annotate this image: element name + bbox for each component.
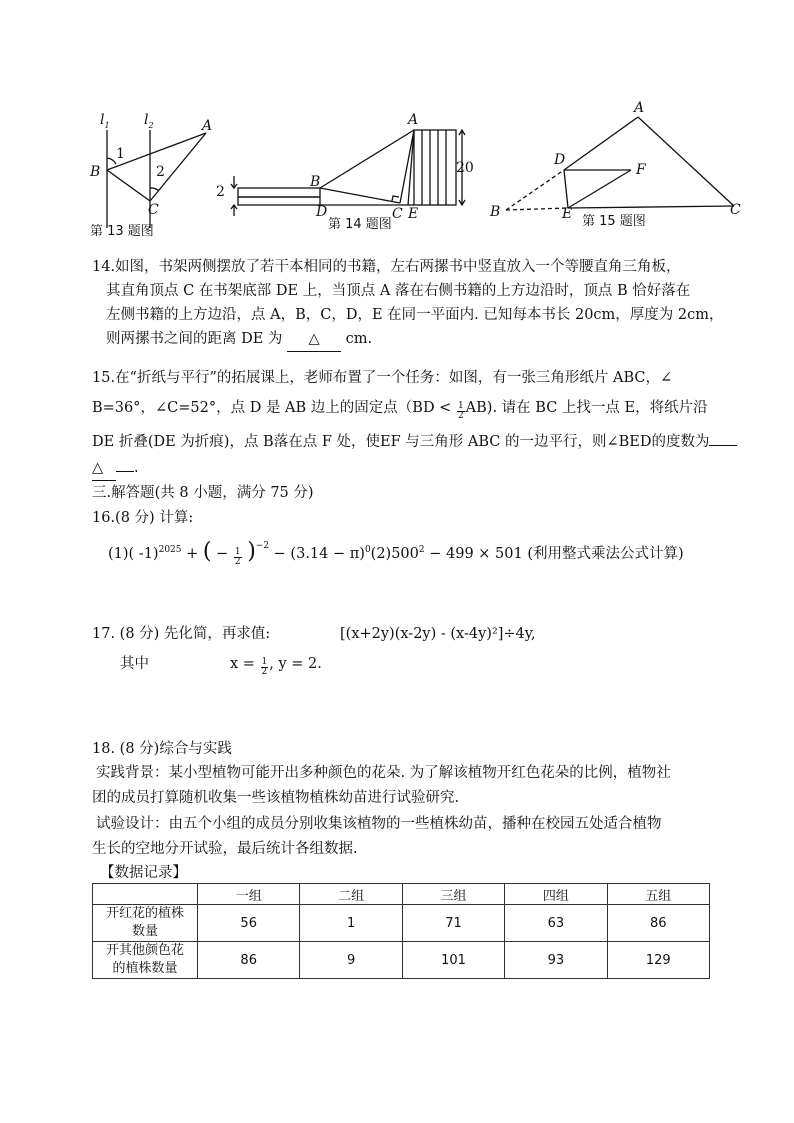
table-header-group-4: 四组 xyxy=(505,884,607,905)
q16-plus: + xyxy=(186,545,199,562)
q17-y-part: , y = 2. xyxy=(269,656,322,672)
q16-part2: (2)500 xyxy=(370,545,419,562)
q14-line-4-text: 则两摞书之间的距离 DE 为 xyxy=(106,331,283,347)
table-cell: 71 xyxy=(402,905,504,942)
q15-line-4-end: . xyxy=(134,460,139,476)
q18-record-label: 【数据记录】 xyxy=(100,865,187,881)
table-cell: 86 xyxy=(607,905,709,942)
q14-line-1: 14.如图，书架两侧摆放了若干本相同的书籍，左右两摞书中竖直放入一个等腰直角三角板， xyxy=(92,259,681,275)
fig13-label-a: A xyxy=(202,118,213,134)
q15-blank-underline-start xyxy=(709,445,737,446)
fig15-caption: 第 15 题图 xyxy=(582,214,646,229)
fig14-caption: 第 14 题图 xyxy=(328,217,392,232)
fig14-label-height: 20 xyxy=(456,160,474,176)
q16-fraction xyxy=(234,548,242,567)
q17-expression: [(x+2y)(x-2y) - (x-4y)²]÷4y, xyxy=(340,626,536,642)
table-cell: 1 xyxy=(300,905,402,942)
fig13-angle-1: 1 xyxy=(116,146,125,162)
fig14-label-c: C xyxy=(392,206,403,222)
table-cell: 63 xyxy=(505,905,607,942)
figure-15 xyxy=(486,100,748,228)
q16-lparen: ( xyxy=(202,538,212,564)
q16-exp4: 2 xyxy=(418,545,425,555)
fig14-label-e: E xyxy=(408,206,419,222)
row-label-line-1: 开其他颜色花 xyxy=(105,943,184,958)
fig14-label-a: A xyxy=(408,112,419,128)
fig13-angle-2: 2 xyxy=(156,164,165,180)
table-header-group-5: 五组 xyxy=(607,884,709,905)
fig13-label-l1: l xyxy=(100,112,105,128)
section-3-title: 三.解答题(共 8 小题，满分 75 分) xyxy=(92,485,314,501)
table-cell: 129 xyxy=(607,942,709,979)
q18-background-line-2: 团的成员打算随机收集一些该植物植株幼苗进行试验研究. xyxy=(92,790,460,806)
table-cell: 101 xyxy=(402,942,504,979)
q16-frac-num: 1 xyxy=(234,546,241,557)
q16-part1: (1)( -1) xyxy=(108,545,159,562)
fig15-label-b: B xyxy=(490,204,501,220)
q17-frac-num: 1 xyxy=(261,657,268,667)
q18-background-line-1: 实践背景：某小型植物可能开出多种颜色的花朵. 为了解该植物开红色花朵的比例，植物社 xyxy=(96,765,671,781)
q17-where: 其中 xyxy=(120,656,149,672)
fig15-label-a: A xyxy=(634,100,645,116)
q15-line-4 xyxy=(92,456,139,481)
fig13-label-b: B xyxy=(90,164,101,180)
table-header-group-3: 三组 xyxy=(402,884,504,905)
q15-frac-den: 2 xyxy=(457,411,464,421)
row-label-line-1: 开红花的植株 xyxy=(105,906,184,921)
fig13-label-l1-sub: 1 xyxy=(104,120,110,130)
fig14-label-thickness: 2 xyxy=(216,184,225,200)
q17-frac-den: 2 xyxy=(261,667,268,677)
q17-values xyxy=(230,652,322,677)
fig14-label-b: B xyxy=(310,174,321,190)
q16-exp1: 2025 xyxy=(158,545,182,555)
table-header-row xyxy=(93,884,710,905)
fig13-caption: 第 13 题图 xyxy=(90,224,154,239)
q14-line-4 xyxy=(92,327,372,352)
q15-blank-underline-end xyxy=(116,471,134,472)
fig15-label-e: E xyxy=(562,206,573,222)
table-header-group-1: 一组 xyxy=(198,884,300,905)
table-header-group-2: 二组 xyxy=(300,884,402,905)
table-row xyxy=(93,905,710,942)
table-cell: 56 xyxy=(198,905,300,942)
table-row xyxy=(93,942,710,979)
q16-exp3: 0 xyxy=(364,545,371,555)
table-row-label xyxy=(93,942,198,979)
q17-head: 17. (8 分) 先化简，再求值: xyxy=(92,626,271,642)
figure-14 xyxy=(212,110,474,235)
q18-design-line-1: 试验设计：由五个小组的成员分别收集该植物的一些植株幼苗，播种在校园五处适合植物 xyxy=(96,816,662,832)
table-header-empty xyxy=(93,884,198,905)
q16-frac-den: 2 xyxy=(234,556,241,567)
q16-expression xyxy=(108,538,684,567)
q15-line-2 xyxy=(92,396,708,421)
fig15-label-f: F xyxy=(636,162,646,178)
q15-line-3 xyxy=(92,430,737,454)
q14-answer-blank: △ xyxy=(287,327,341,352)
fig14-label-d: D xyxy=(316,204,328,220)
q16-rparen: ) xyxy=(247,538,256,564)
row-label-line-2: 数量 xyxy=(131,924,158,939)
q15-line-3-text: DE 折叠(DE 为折痕)，点 B落在点 F 处，使EF 与三角形 ABC 的一边平行，则∠BED的度数为 xyxy=(92,434,710,450)
table-cell: 9 xyxy=(300,942,402,979)
q16-head: 16.(8 分) 计算: xyxy=(92,510,194,526)
q16-minus: − xyxy=(216,545,229,562)
figure-15-drawing xyxy=(486,100,748,228)
table-cell: 93 xyxy=(505,942,607,979)
q17-fraction xyxy=(261,658,269,677)
q15-fraction xyxy=(457,402,465,421)
q14-line-3: 左侧书籍的上方边沿，点 A，B，C，D，E 在同一平面内. 已知每本书长 20cm，厚度为 2cm， xyxy=(106,307,724,323)
table-cell: 86 xyxy=(198,942,300,979)
q15-line-2-rest: AB). 请在 BC 上找一点 E，将纸片沿 xyxy=(465,400,708,416)
q15-answer-blank: △ xyxy=(92,456,116,481)
q16-exp2: −2 xyxy=(255,541,270,551)
q15-line-2-text: B=36°，∠C=52°，点 D 是 AB 边上的固定点（BD < xyxy=(92,400,452,416)
fig13-label-c: C xyxy=(148,202,159,218)
fig15-label-d: D xyxy=(554,152,566,168)
q16-part2-rest: − 499 × 501 (利用整式乘法公式计算) xyxy=(429,545,684,562)
q16-mid: − (3.14 − π) xyxy=(273,545,365,562)
q15-line-1: 15.在“折纸与平行”的拓展课上，老师布置了一个任务：如图，有一张三角形纸片 ABC，∠ xyxy=(92,370,673,386)
row-label-line-2: 的植株数量 xyxy=(112,961,178,976)
fig15-label-c: C xyxy=(730,202,741,218)
figure-13 xyxy=(82,108,222,240)
q17-x-label: x = xyxy=(230,656,255,672)
q18-head: 18. (8 分)综合与实践 xyxy=(92,741,232,757)
q15-frac-num: 1 xyxy=(457,401,464,411)
fig13-label-l2: l xyxy=(144,112,149,128)
data-table xyxy=(92,883,710,979)
q14-line-2: 其直角顶点 C 在书架底部 DE 上，当顶点 A 落在右侧书籍的上方边沿时，顶点 B 恰好落在 xyxy=(106,283,691,299)
q14-line-4-unit: cm. xyxy=(345,331,373,347)
fig13-label-l2-sub: 2 xyxy=(148,120,154,130)
table-row-label xyxy=(93,905,198,942)
q18-design-line-2: 生长的空地分开试验，最后统计各组数据. xyxy=(92,841,358,857)
